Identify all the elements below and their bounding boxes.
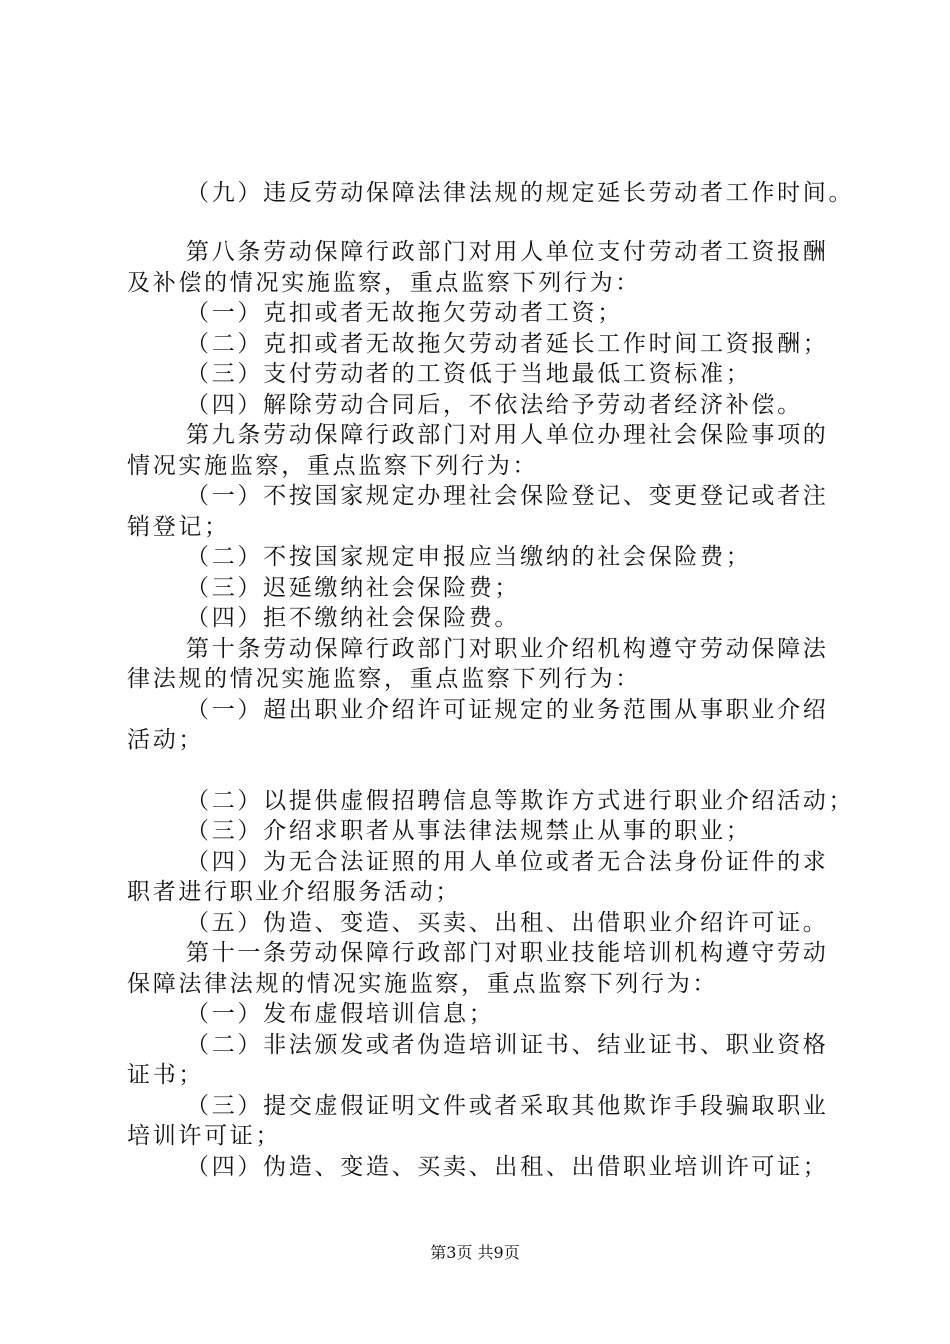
clause-continuation: 证书；: [127, 1062, 205, 1088]
clause-item: （一）发布虚假培训信息；: [186, 1001, 495, 1027]
clause-item: （五）伪造、变造、买卖、出租、出借职业介绍许可证。: [186, 910, 829, 936]
clause-continuation: 销登记；: [127, 514, 230, 540]
article-text: 及补偿的情况实施监察，重点监察下列行为：: [127, 270, 641, 296]
article-heading: 第八条劳动保障行政部门对用人单位支付劳动者工资报酬: [186, 239, 829, 265]
clause-item: （一）克扣或者无故拖欠劳动者工资；: [186, 300, 623, 326]
clause-item: （三）提交虚假证明文件或者采取其他欺诈手段骗取职业: [186, 1093, 829, 1119]
article-text: 情况实施监察，重点监察下列行为：: [127, 453, 539, 479]
clause-item: （二）以提供虚假招聘信息等欺诈方式进行职业介绍活动；: [186, 788, 855, 814]
article-heading: 第十一条劳动保障行政部门对职业技能培训机构遵守劳动: [186, 940, 829, 966]
clause-item: （一）不按国家规定办理社会保险登记、变更登记或者注: [186, 483, 829, 509]
article-text: 保障法律法规的情况实施监察，重点监察下列行为：: [127, 971, 719, 997]
article-heading: 第十条劳动保障行政部门对职业介绍机构遵守劳动保障法: [186, 636, 829, 662]
clause-item: （四）伪造、变造、买卖、出租、出借职业培训许可证；: [186, 1154, 829, 1180]
clause-item: （九）违反劳动保障法律法规的规定延长劳动者工作时间。: [186, 180, 855, 206]
clause-item: （二）克扣或者无故拖欠劳动者延长工作时间工资报酬；: [186, 331, 829, 357]
clause-item: （四）为无合法证照的用人单位或者无合法身份证件的求: [186, 849, 829, 875]
clause-item: （二）不按国家规定申报应当缴纳的社会保险费；: [186, 544, 752, 570]
article-heading: 第九条劳动保障行政部门对用人单位办理社会保险事项的: [186, 422, 829, 448]
clause-item: （一）超出职业介绍许可证规定的业务范围从事职业介绍: [186, 697, 829, 723]
clause-item: （四）解除劳动合同后，不依法给予劳动者经济补偿。: [186, 392, 803, 418]
clause-continuation: 活动；: [127, 727, 205, 753]
clause-item: （四）拒不缴纳社会保险费。: [186, 605, 521, 631]
clause-continuation: 培训许可证；: [127, 1123, 282, 1149]
clause-continuation: 职者进行职业介绍服务活动；: [127, 879, 462, 905]
page-number-footer: 第3页 共9页: [430, 1243, 520, 1262]
clause-item: （三）迟延缴纳社会保险费；: [186, 575, 521, 601]
clause-item: （三）支付劳动者的工资低于当地最低工资标准；: [186, 361, 752, 387]
clause-item: （二）非法颁发或者伪造培训证书、结业证书、职业资格: [186, 1032, 829, 1058]
clause-item: （三）介绍求职者从事法律法规禁止从事的职业；: [186, 818, 752, 844]
article-text: 律法规的情况实施监察，重点监察下列行为：: [127, 666, 641, 692]
